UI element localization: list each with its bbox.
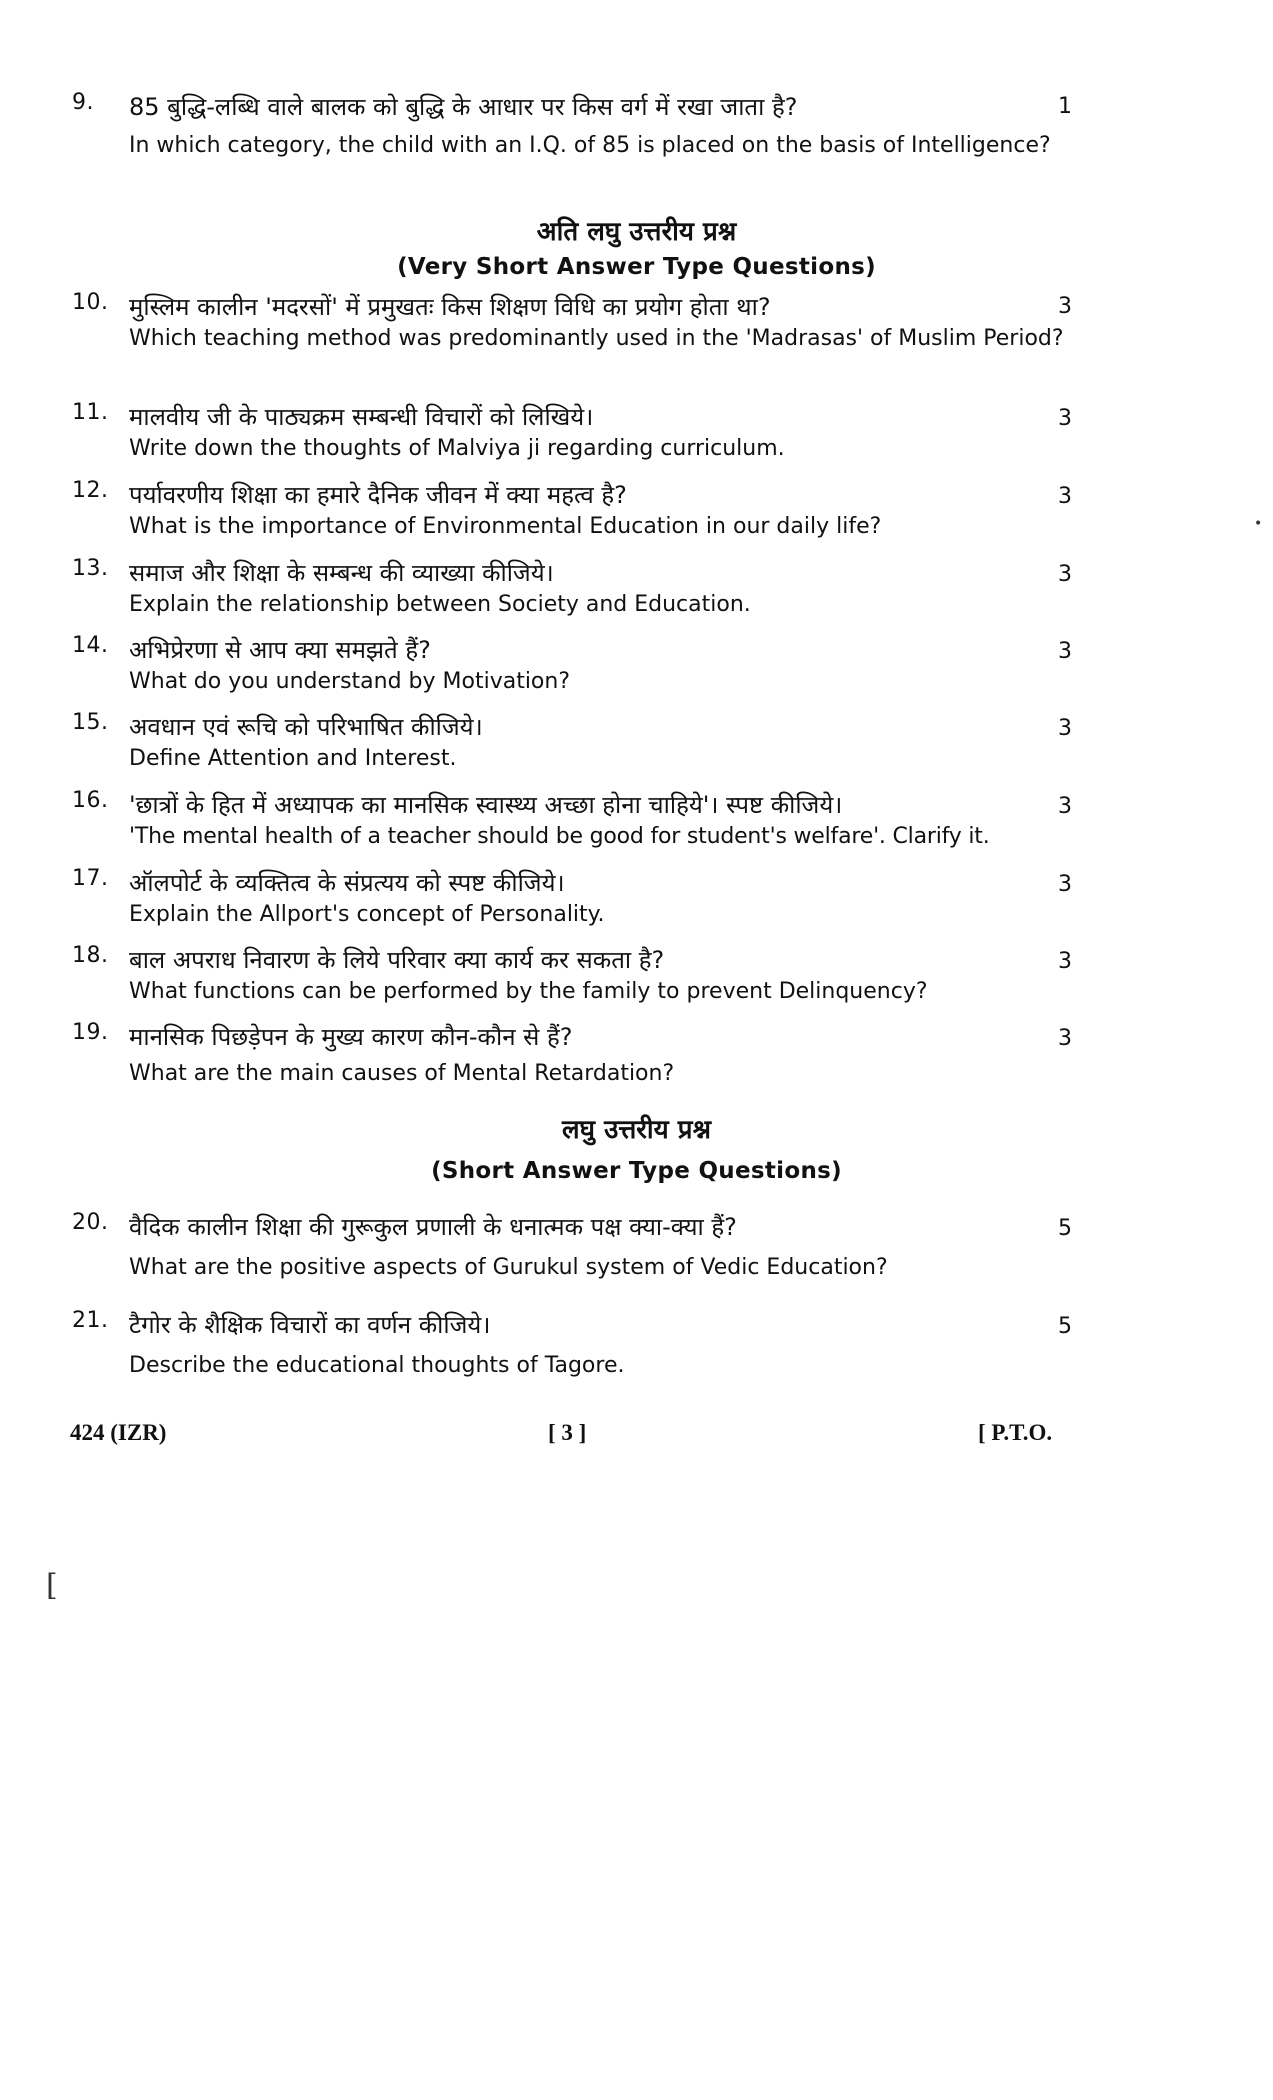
question-text-hindi: पर्यावरणीय शिक्षा का हमारे दैनिक जीवन में क्या महत्व है? (129, 481, 627, 509)
question-marks: 3 (1058, 872, 1072, 897)
question-text-english: 'The mental health of a teacher should be good for student's welfare'. Clarify it. (129, 824, 990, 849)
question-number: 12. (72, 478, 109, 503)
question-number: 15. (72, 710, 109, 735)
question-number: 9. (72, 90, 94, 115)
question-text-english: Explain the Allport's concept of Personality. (129, 902, 605, 927)
section-heading-hindi: अति लघु उत्तरीय प्रश्न (536, 217, 737, 247)
question-text-english: Define Attention and Interest. (129, 746, 457, 771)
question-number: 17. (72, 866, 109, 891)
question-number: 10. (72, 290, 109, 315)
question-text-english: What functions can be performed by the family to prevent Delinquency? (129, 979, 928, 1004)
question-marks: 3 (1058, 949, 1072, 974)
section-heading-very-short (0, 212, 1273, 280)
question-marks: 3 (1058, 562, 1072, 587)
question-text-hindi: बाल अपराध निवारण के लिये परिवार क्या कार्य कर सकता है? (129, 946, 665, 974)
page-number: [ 3 ] (548, 1420, 587, 1445)
question-text-english: Which teaching method was predominantly used in the 'Madrasas' of Muslim Period? (129, 326, 1064, 351)
question-number: 18. (72, 943, 109, 968)
question-20 (72, 1210, 1072, 1290)
question-13 (72, 556, 1072, 622)
question-marks: 5 (1058, 1216, 1072, 1241)
section-heading-hindi: लघु उत्तरीय प्रश्न (562, 1115, 711, 1145)
question-text-hindi: अवधान एवं रूचि को परिभाषित कीजिये। (129, 713, 483, 741)
question-number: 13. (72, 556, 109, 581)
question-text-hindi: वैदिक कालीन शिक्षा की गुरूकुल प्रणाली के धनात्मक पक्ष क्या-क्या हैं? (129, 1213, 737, 1241)
question-text-hindi: टैगोर के शैक्षिक विचारों का वर्णन कीजिये। (129, 1311, 491, 1339)
question-text-hindi: 85 बुद्धि-लब्धि वाले बालक को बुद्धि के आधार पर किस वर्ग में रखा जाता है? (129, 93, 798, 121)
question-text-hindi: अभिप्रेरणा से आप क्या समझते हैं? (129, 636, 431, 664)
question-marks: 3 (1058, 294, 1072, 319)
question-text-english: What is the importance of Environmental Education in our daily life? (129, 514, 882, 539)
question-text-english: Describe the educational thoughts of Tagore. (129, 1353, 625, 1378)
question-number: 14. (72, 633, 109, 658)
question-marks: 1 (1058, 94, 1072, 119)
question-text-hindi: 'छात्रों के हित में अध्यापक का मानसिक स्वास्थ्य अच्छा होना चाहिये'। स्पष्ट कीजिये। (129, 791, 843, 819)
question-text-english: Write down the thoughts of Malviya ji regarding curriculum. (129, 436, 785, 461)
question-10 (72, 290, 1072, 380)
question-9 (72, 90, 1072, 200)
question-14 (72, 633, 1072, 699)
question-15 (72, 710, 1072, 776)
question-text-hindi: मालवीय जी के पाठ्यक्रम सम्बन्धी विचारों को लिखिये। (129, 403, 594, 431)
question-marks: 3 (1058, 406, 1072, 431)
question-marks: 3 (1058, 639, 1072, 664)
question-marks: 5 (1058, 1314, 1072, 1339)
question-19 (72, 1020, 1072, 1090)
question-text-english: Explain the relationship between Society and Education. (129, 592, 751, 617)
question-text-hindi: मुस्लिम कालीन 'मदरसों' में प्रमुखतः किस शिक्षण विधि का प्रयोग होता था? (129, 293, 771, 321)
section-heading-english: (Very Short Answer Type Questions) (397, 254, 876, 280)
question-text-hindi: ऑलपोर्ट के व्यक्तित्व के संप्रत्यय को स्पष्ट कीजिये। (129, 869, 565, 897)
question-text-hindi: मानसिक पिछड़ेपन के मुख्य कारण कौन-कौन से हैं? (129, 1023, 573, 1051)
question-18 (72, 943, 1072, 1009)
paper-code: 424 (IZR) (70, 1420, 167, 1445)
question-marks: 3 (1058, 1026, 1072, 1051)
question-number: 20. (72, 1210, 109, 1235)
section-heading-short (0, 1110, 1273, 1184)
question-marks: 3 (1058, 794, 1072, 819)
scan-artifact-bracket: [ (46, 1568, 58, 1603)
section-heading-english: (Short Answer Type Questions) (431, 1158, 842, 1184)
question-number: 19. (72, 1020, 109, 1045)
question-text-english: What are the positive aspects of Gurukul system of Vedic Education? (129, 1255, 888, 1280)
question-text-english: In which category, the child with an I.Q. of 85 is placed on the basis of Intelligence? (129, 133, 1051, 158)
pto-note: [ P.T.O. (978, 1420, 1053, 1445)
question-number: 21. (72, 1308, 109, 1333)
question-11 (72, 400, 1072, 466)
question-number: 11. (72, 400, 109, 425)
question-number: 16. (72, 788, 109, 813)
question-12 (72, 478, 1072, 544)
question-marks: 3 (1058, 716, 1072, 741)
question-marks: 3 (1058, 484, 1072, 509)
question-16 (72, 788, 1072, 854)
question-text-english: What are the main causes of Mental Retardation? (129, 1061, 675, 1086)
question-text-hindi: समाज और शिक्षा के सम्बन्ध की व्याख्या कीजिये। (129, 559, 554, 587)
scan-artifact-dot: • (1254, 516, 1263, 532)
question-21 (72, 1308, 1072, 1388)
question-17 (72, 866, 1072, 932)
question-text-english: What do you understand by Motivation? (129, 669, 571, 694)
